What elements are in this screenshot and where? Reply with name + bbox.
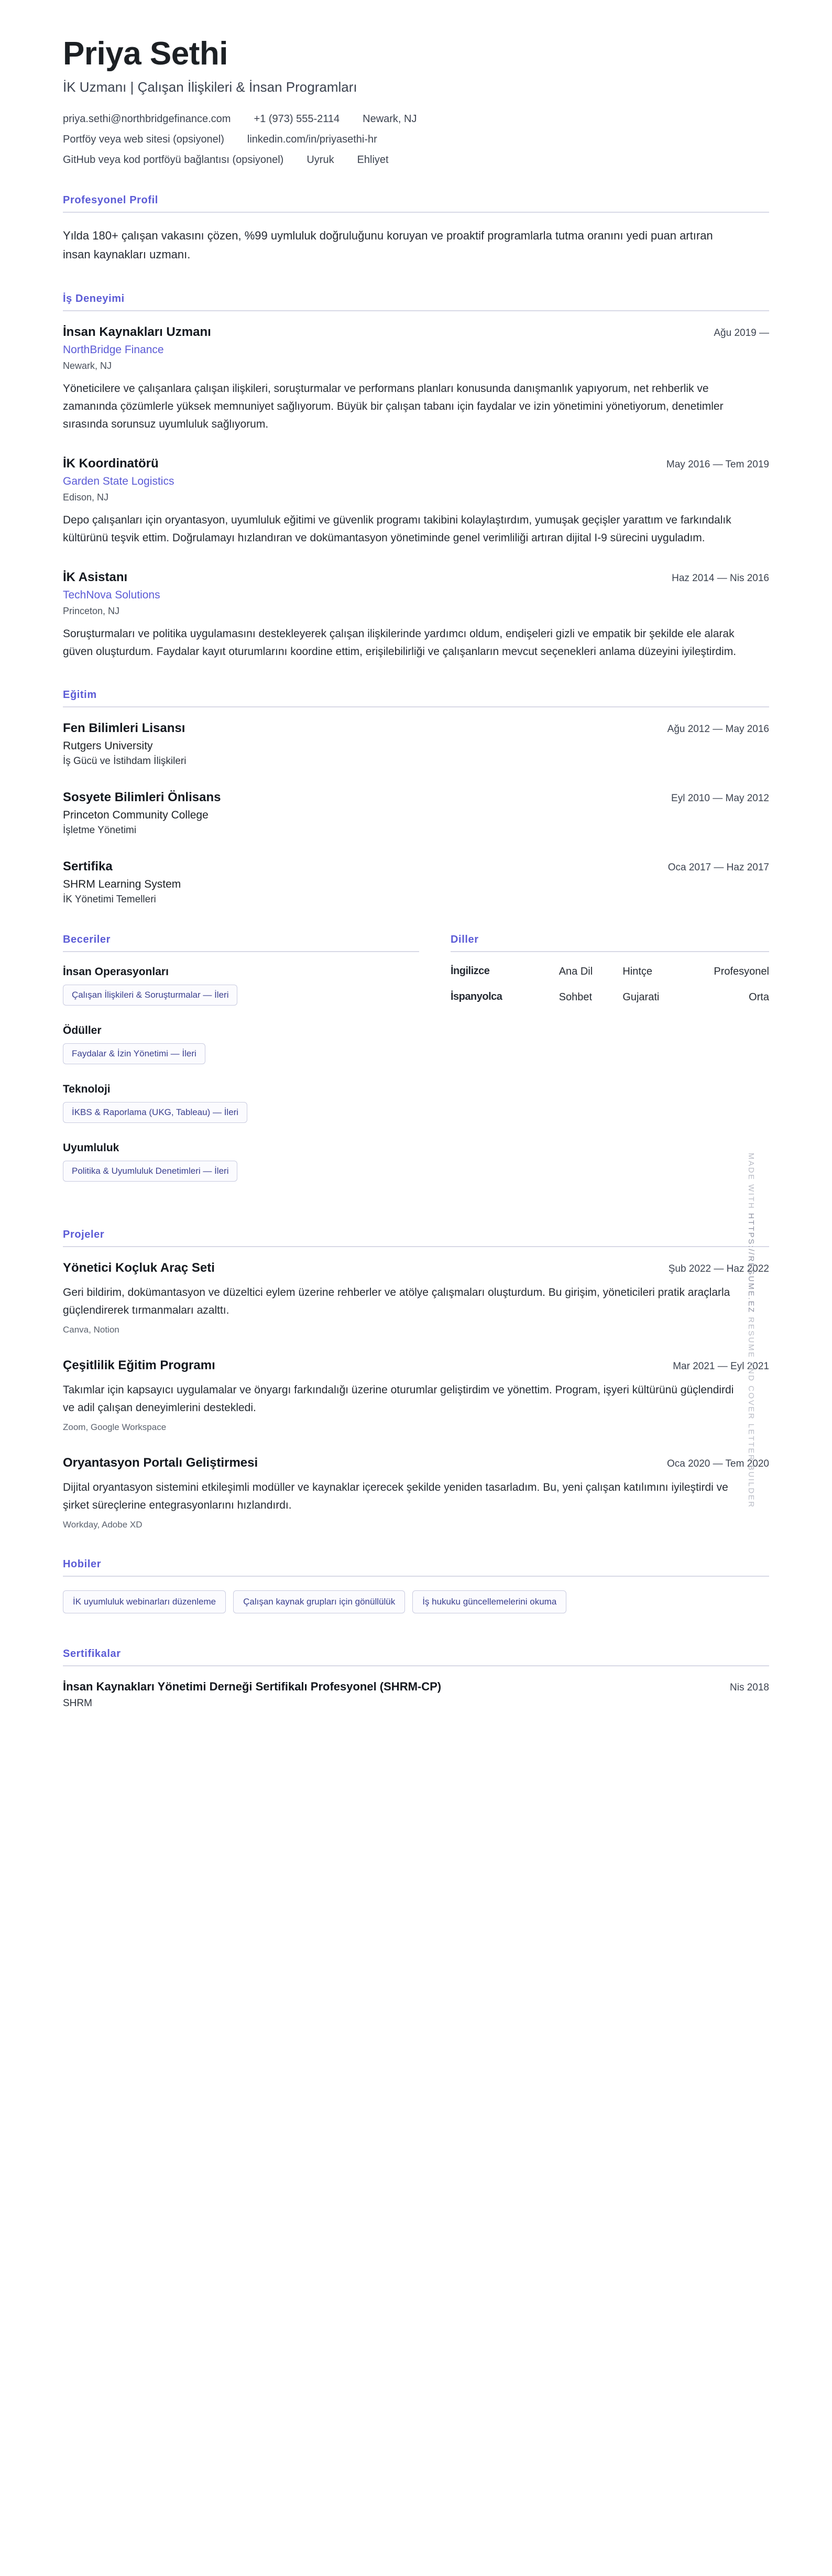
contact-linkedin[interactable]: linkedin.com/in/priyasethi-hr <box>247 134 377 146</box>
section-title-experience: İş Deneyimi <box>63 293 769 311</box>
education-date: Eyl 2010 — May 2012 <box>671 792 769 804</box>
language-level: Profesyonel <box>714 965 769 977</box>
builder-watermark <box>747 1153 756 1508</box>
experience-entry <box>63 456 769 547</box>
experience-description: Soruşturmaları ve politika uygulamasını destekleyerek çalışan ilişkilerinde yardımcı oldum, endişeleri gizli ve empatik bir şekilde ele alarak güven oluşturdum. Faydalar kayıt oturumlarını koordine ettim, erişilebilirliği ve çalışanların mevcut seçenekleri anlama düzeyini iyileştirdim. <box>63 627 737 658</box>
experience-title: İK Asistanı <box>63 570 128 584</box>
contact-github[interactable]: GitHub veya kod portföyü bağlantısı (opsiyonel) <box>63 154 284 166</box>
skill-group <box>63 966 419 1011</box>
hobby-chip: Çalışan kaynak grupları için gönüllülük <box>233 1590 405 1613</box>
contact-row-1 <box>63 113 769 125</box>
skills-column <box>63 934 419 1200</box>
experience-organization[interactable]: NorthBridge Finance <box>63 343 164 356</box>
project-entry-head <box>63 1358 769 1373</box>
profile-summary: Yılda 180+ çalışan vakasını çözen, %99 uymluluk doğruluğunu koruyan ve proaktif programlarla tutma oranını yedi puan artıran insan kaynakları uzmanı. <box>63 229 713 261</box>
section-education <box>63 689 769 905</box>
section-title-certificates: Sertifikalar <box>63 1648 769 1666</box>
certificate-date: Nis 2018 <box>730 1682 769 1693</box>
project-date: Şub 2022 — Haz 2022 <box>668 1263 769 1274</box>
skill-group-label: Teknoloji <box>63 1083 111 1095</box>
project-entry-head <box>63 1261 769 1275</box>
project-date: Mar 2021 — Eyl 2021 <box>673 1360 769 1372</box>
experience-title: İK Koordinatörü <box>63 456 159 471</box>
experience-date: Haz 2014 — Nis 2016 <box>672 572 769 584</box>
project-description: Geri bildirim, dokümantasyon ve düzeltici eylem üzerine rehberler ve atölye çalışmaları oluşturdum. Bu girişim, yöneticileri pratik araçlarla güçlendirerek tırmanmaları azalttı. <box>63 1286 730 1316</box>
section-title-education: Eğitim <box>63 689 769 707</box>
education-date: Oca 2017 — Haz 2017 <box>667 861 769 873</box>
project-title: Oryantasyon Portalı Geliştirmesi <box>63 1455 258 1470</box>
hobby-chip: İş hukuku güncellemelerini okuma <box>412 1590 566 1613</box>
watermark-url[interactable]: HTTPS://RESUME.EZ <box>747 1213 756 1314</box>
section-certificates <box>63 1648 769 1709</box>
project-description: Dijital oryantasyon sistemini etkileşimli modüller ve kaynaklar içerecek şekilde yeniden tasarladım. Bu, yeni çalışan katılımını iyileştirdi ve şirket süreçlerine entegrasyonlarını hızlandırdı. <box>63 1481 728 1511</box>
languages-table <box>451 966 769 1017</box>
experience-location: Edison, NJ <box>63 492 109 503</box>
skill-group-label: Ödüller <box>63 1024 102 1036</box>
contact-row-3 <box>63 154 769 166</box>
experience-entry-head <box>63 456 769 471</box>
section-title-projects: Projeler <box>63 1229 769 1247</box>
project-tools: Zoom, Google Workspace <box>63 1422 167 1432</box>
language-name: İngilizce <box>451 965 490 977</box>
education-entry <box>63 790 769 836</box>
skill-group <box>63 1024 419 1069</box>
professional-headline: İK Uzmanı | Çalışan İlişkileri & İnsan Programları <box>63 79 357 95</box>
resume-header <box>63 37 769 166</box>
education-field: İK Yönetimi Temelleri <box>63 893 156 905</box>
language-name: Gujarati <box>622 991 660 1003</box>
certificate-title: İnsan Kaynakları Yönetimi Derneği Sertifikalı Profesyonel (SHRM-CP) <box>63 1679 442 1693</box>
education-date: Ağu 2012 — May 2016 <box>667 723 769 735</box>
section-profile <box>63 194 769 265</box>
skill-group-label: İnsan Operasyonları <box>63 965 169 978</box>
certificate-entry <box>63 1680 769 1709</box>
skill-chip: Çalışan İlişkileri & Soruşturmalar — İleri <box>63 985 237 1006</box>
education-entry <box>63 859 769 905</box>
contact-location: Newark, NJ <box>363 113 417 125</box>
language-name: İspanyolca <box>451 990 502 1002</box>
experience-entry-head <box>63 325 769 340</box>
experience-entry <box>63 325 769 433</box>
contact-row-2 <box>63 134 769 146</box>
experience-date: Ağu 2019 — <box>714 327 769 339</box>
section-title-skills: Beceriler <box>63 934 419 952</box>
skill-chip: Faydalar & İzin Yönetimi — İleri <box>63 1043 205 1064</box>
project-tools: Canva, Notion <box>63 1324 119 1335</box>
page-title: Priya Sethi <box>63 36 228 72</box>
experience-entry-head <box>63 570 769 585</box>
skill-group <box>63 1142 419 1187</box>
education-field: İşletme Yönetimi <box>63 824 137 836</box>
project-entry-head <box>63 1456 769 1470</box>
section-hobbies <box>63 1558 769 1620</box>
section-experience <box>63 293 769 661</box>
language-name: Hintçe <box>622 965 653 977</box>
project-entry <box>63 1456 769 1530</box>
contact-email[interactable]: priya.sethi@northbridgefinance.com <box>63 113 231 125</box>
language-level: Orta <box>749 991 769 1003</box>
project-tools: Workday, Adobe XD <box>63 1519 143 1530</box>
section-title-profile: Profesyonel Profil <box>63 194 769 213</box>
contact-nationality: Uyruk <box>306 154 334 166</box>
education-entry-head <box>63 790 769 805</box>
skill-chip: Politika & Uyumluluk Denetimleri — İleri <box>63 1161 237 1182</box>
contact-portfolio[interactable]: Portföy veya web sitesi (opsiyonel) <box>63 134 224 146</box>
education-field: İş Gücü ve İstihdam İlişkileri <box>63 755 187 767</box>
experience-entry <box>63 570 769 661</box>
experience-description: Depo çalışanları için oryantasyon, uyumluluk eğitimi ve güvenlik programı takibini kolaylaştırdım, yumuşak geçişler yarattım ve farkındalık kültürünü teşvik ettim. Doğrulamayı hızlandıran ve dokümantasyon yönetiminde genel verimliliği artıran dijital I-9 sürecini uyguladım. <box>63 514 731 544</box>
education-entry-head <box>63 859 769 874</box>
project-description: Takımlar için kapsayıcı uygulamalar ve önyargı farkındalığı üzerine oturumlar geliştirdim ve yönettim. Program, işyeri kültürünü güçlendirdi ve adil çalışan deneyimlerini destekledi. <box>63 1383 734 1414</box>
section-title-languages: Diller <box>451 934 769 952</box>
section-skills-languages <box>63 934 769 1200</box>
table-row <box>451 966 769 991</box>
table-row <box>451 991 769 1017</box>
watermark-prefix: MADE WITH <box>747 1153 756 1213</box>
education-title: Fen Bilimleri Lisansı <box>63 721 185 735</box>
experience-title: İnsan Kaynakları Uzmanı <box>63 324 211 339</box>
project-entry <box>63 1358 769 1433</box>
experience-organization[interactable]: Garden State Logistics <box>63 475 174 487</box>
skill-group-label: Uyumluluk <box>63 1141 119 1154</box>
project-date: Oca 2020 — Tem 2020 <box>666 1458 769 1469</box>
project-entry <box>63 1261 769 1335</box>
language-level: Ana Dil <box>559 965 593 977</box>
education-title: Sertifika <box>63 859 113 874</box>
section-projects <box>63 1229 769 1530</box>
education-organization: SHRM Learning System <box>63 878 181 890</box>
skill-group <box>63 1083 419 1128</box>
experience-date: May 2016 — Tem 2019 <box>666 459 769 470</box>
education-title: Sosyete Bilimleri Önlisans <box>63 790 221 804</box>
experience-organization[interactable]: TechNova Solutions <box>63 588 160 601</box>
section-title-hobbies: Hobiler <box>63 1558 769 1577</box>
project-title: Çeşitlilik Eğitim Programı <box>63 1358 215 1372</box>
experience-location: Princeton, NJ <box>63 605 120 616</box>
education-organization: Princeton Community College <box>63 809 209 821</box>
education-entry <box>63 721 769 767</box>
skills-languages-columns <box>63 934 769 1200</box>
certificate-entry-head <box>63 1680 769 1694</box>
project-title: Yönetici Koçluk Araç Seti <box>63 1260 215 1275</box>
watermark-suffix: RESUME AND COVER LETTER BUILDER <box>747 1313 756 1509</box>
skill-chip: İKBS & Raporlama (UKG, Tableau) — İleri <box>63 1102 247 1123</box>
hobby-chip: İK uyumluluk webinarları düzenleme <box>63 1590 226 1613</box>
certificate-issuer: SHRM <box>63 1697 92 1709</box>
hobby-list <box>63 1590 769 1620</box>
experience-location: Newark, NJ <box>63 360 112 371</box>
language-level: Sohbet <box>559 991 593 1003</box>
languages-column <box>451 934 769 1017</box>
experience-description: Yöneticilere ve çalışanlara çalışan ilişkileri, soruşturmalar ve performans planları konusunda danışmanlık yapıyorum, net rehberlik ve zamanında çözümlerle yüksek memnuniyet sağlıyorum. Büyük bir çalışan tabanı için faydalar ve izin yönetimini yönetiyorum, denetimler sırasında sorunsuz uyumluluk sağlıyorum. <box>63 382 724 430</box>
education-entry-head <box>63 721 769 736</box>
education-organization: Rutgers University <box>63 739 153 752</box>
resume-sheet <box>63 37 769 1709</box>
contact-driving-license: Ehliyet <box>357 154 389 166</box>
contact-phone[interactable]: +1 (973) 555-2114 <box>254 113 340 125</box>
